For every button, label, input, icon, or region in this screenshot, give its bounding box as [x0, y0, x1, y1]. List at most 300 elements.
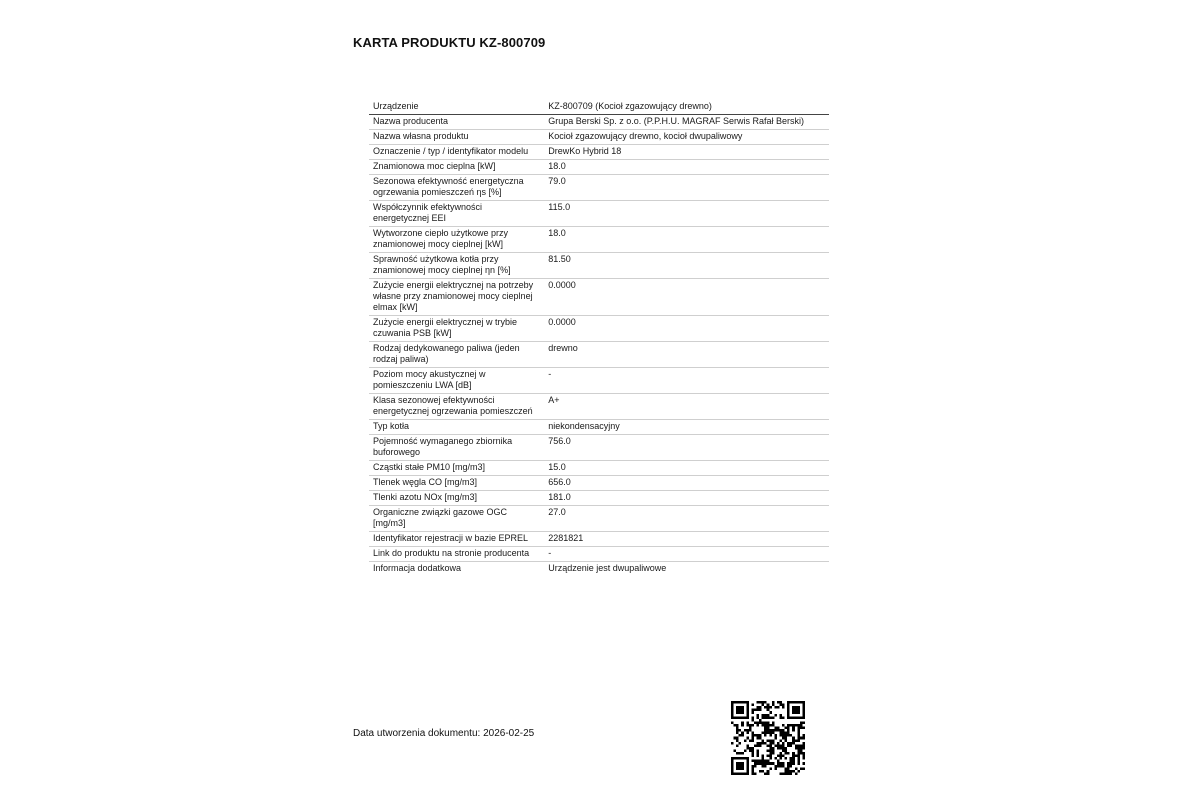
qr-module [802, 755, 805, 758]
qr-module [787, 732, 790, 735]
qr-module [769, 744, 772, 747]
qr-module [772, 716, 775, 719]
qr-module [736, 737, 739, 740]
qr-module [785, 752, 788, 755]
qr-module [767, 732, 770, 735]
qr-module [785, 772, 788, 775]
qr-module [769, 739, 772, 742]
qr-module [769, 732, 772, 735]
qr-module [751, 760, 754, 763]
qr-module [757, 762, 760, 765]
qr-module [795, 716, 798, 719]
qr-module [731, 742, 734, 745]
qr-module [734, 716, 737, 719]
qr-module [790, 772, 793, 775]
qr-module [744, 701, 747, 704]
qr-module [762, 724, 765, 727]
qr-module [772, 752, 775, 755]
qr-module [787, 704, 790, 707]
qr-module [731, 772, 734, 775]
qr-module [739, 729, 742, 732]
qr-module [785, 732, 788, 735]
qr-module [744, 716, 747, 719]
row-label: Typ kotła [369, 420, 544, 435]
qr-module [790, 734, 793, 737]
qr-module [782, 765, 785, 768]
qr-module [785, 727, 788, 730]
qr-module [734, 749, 737, 752]
qr-module [782, 772, 785, 775]
qr-module [779, 772, 782, 775]
qr-module [746, 772, 749, 775]
qr-module [802, 721, 805, 724]
row-label: Zużycie energii elektrycznej w trybie czuwania PSB [kW] [369, 316, 544, 342]
qr-module [779, 716, 782, 719]
qr-module [764, 721, 767, 724]
qr-module [790, 770, 793, 773]
qr-module [777, 747, 780, 750]
qr-module [800, 701, 803, 704]
row-value: 79.0 [544, 175, 829, 201]
qr-module [785, 767, 788, 770]
qr-module [757, 701, 760, 704]
qr-module [746, 714, 749, 717]
qr-module [797, 739, 800, 742]
qr-module [751, 711, 754, 714]
qr-module [741, 732, 744, 735]
qr-module [739, 734, 742, 737]
qr-module [800, 749, 803, 752]
qr-module [739, 772, 742, 775]
row-label: Klasa sezonowej efektywności energetycznej ogrzewania pomieszczeń [369, 394, 544, 420]
qr-module [749, 747, 752, 750]
qr-module [734, 737, 737, 740]
qr-module [797, 770, 800, 773]
qr-module [746, 704, 749, 707]
qr-module [767, 721, 770, 724]
qr-module [767, 760, 770, 763]
qr-module [782, 724, 785, 727]
qr-module [746, 711, 749, 714]
qr-module [767, 727, 770, 730]
qr-module [797, 727, 800, 730]
qr-module [759, 719, 762, 722]
qr-module [797, 724, 800, 727]
qr-module [787, 734, 790, 737]
qr-module [762, 732, 765, 735]
qr-module [795, 744, 798, 747]
qr-module [777, 701, 780, 704]
row-label: Identyfikator rejestracji w bazie EPREL [369, 532, 544, 547]
qr-module [739, 706, 742, 709]
qr-module [751, 734, 754, 737]
qr-module [739, 767, 742, 770]
row-label: Znamionowa moc cieplna [kW] [369, 160, 544, 175]
qr-module [731, 704, 734, 707]
row-label: Zużycie energii elektrycznej na potrzeby własne przy znamionowej mocy cieplnej elmax [kW] [369, 279, 544, 316]
qr-module [759, 744, 762, 747]
qr-module [774, 734, 777, 737]
qr-module [797, 752, 800, 755]
row-value: 81.50 [544, 253, 829, 279]
qr-module [736, 752, 739, 755]
qr-module [772, 724, 775, 727]
table-row [369, 562, 829, 577]
row-label: Sezonowa efektywność energetyczna ogrzewania pomieszczeń ηs [%] [369, 175, 544, 201]
qr-module [782, 716, 785, 719]
qr-module [739, 716, 742, 719]
qr-module [741, 709, 744, 712]
qr-module [739, 701, 742, 704]
qr-module [759, 742, 762, 745]
qr-module [782, 744, 785, 747]
row-label: Cząstki stałe PM10 [mg/m3] [369, 461, 544, 476]
row-value: 181.0 [544, 491, 829, 506]
qr-module [779, 762, 782, 765]
qr-module [741, 701, 744, 704]
qr-module [785, 749, 788, 752]
row-value: KZ-800709 (Kocioł zgazowujący drewno) [544, 100, 829, 115]
qr-module [746, 762, 749, 765]
qr-module [754, 744, 757, 747]
qr-module [741, 772, 744, 775]
qr-module [797, 732, 800, 735]
qr-module [731, 721, 734, 724]
qr-module [746, 716, 749, 719]
qr-module [757, 734, 760, 737]
qr-module [795, 724, 798, 727]
qr-module [764, 729, 767, 732]
row-value: Grupa Berski Sp. z o.o. (P.P.H.U. MAGRAF Serwis Rafał Berski) [544, 115, 829, 130]
qr-module [802, 747, 805, 750]
table-row [369, 368, 829, 394]
qr-module [759, 709, 762, 712]
qr-module [736, 716, 739, 719]
qr-module [762, 755, 765, 758]
qr-module [772, 732, 775, 735]
qr-module [795, 739, 798, 742]
qr-module [759, 706, 762, 709]
table-row [369, 145, 829, 160]
table-row [369, 506, 829, 532]
qr-module [795, 709, 798, 712]
qr-module [764, 701, 767, 704]
qr-module [777, 706, 780, 709]
qr-module [802, 711, 805, 714]
qr-module [731, 757, 734, 760]
qr-module [797, 716, 800, 719]
qr-module [779, 732, 782, 735]
qr-module [792, 760, 795, 763]
qr-module [757, 721, 760, 724]
qr-module [736, 727, 739, 730]
qr-module [731, 714, 734, 717]
qr-module [736, 709, 739, 712]
qr-module [802, 744, 805, 747]
qr-module [790, 716, 793, 719]
qr-module [787, 767, 790, 770]
qr-module [749, 724, 752, 727]
qr-module [774, 714, 777, 717]
qr-module [782, 747, 785, 750]
qr-module [739, 742, 742, 745]
qr-module [759, 760, 762, 763]
qr-module [769, 747, 772, 750]
qr-module [762, 716, 765, 719]
qr-module [779, 704, 782, 707]
qr-module [787, 770, 790, 773]
qr-module [746, 732, 749, 735]
row-label: Nazwa własna produktu [369, 130, 544, 145]
qr-module [787, 709, 790, 712]
qr-module [734, 701, 737, 704]
qr-module [787, 742, 790, 745]
table-row [369, 532, 829, 547]
row-value: 27.0 [544, 506, 829, 532]
qr-module [777, 762, 780, 765]
qr-module [757, 737, 760, 740]
qr-module [767, 744, 770, 747]
qr-module [739, 765, 742, 768]
qr-module [797, 749, 800, 752]
qr-module [762, 742, 765, 745]
qr-module [762, 721, 765, 724]
qr-module [736, 772, 739, 775]
qr-module [744, 749, 747, 752]
qr-module [764, 732, 767, 735]
row-value: Kocioł zgazowujący drewno, kocioł dwupaliwowy [544, 130, 829, 145]
qr-module [751, 716, 754, 719]
row-label: Organiczne związki gazowe OGC [mg/m3] [369, 506, 544, 532]
qr-module [746, 709, 749, 712]
qr-module [787, 729, 790, 732]
qr-module [744, 772, 747, 775]
qr-module [736, 762, 739, 765]
qr-module [802, 734, 805, 737]
qr-module [767, 704, 770, 707]
qr-module [774, 757, 777, 760]
qr-module [769, 711, 772, 714]
qr-module [746, 767, 749, 770]
qr-module [802, 706, 805, 709]
qr-module [767, 729, 770, 732]
qr-module [792, 770, 795, 773]
qr-module [777, 755, 780, 758]
qr-module [736, 732, 739, 735]
qr-module [802, 714, 805, 717]
qr-module [762, 762, 765, 765]
qr-module [779, 714, 782, 717]
qr-module [736, 744, 739, 747]
qr-module [792, 729, 795, 732]
table-row [369, 547, 829, 562]
qr-module [802, 709, 805, 712]
qr-module [759, 737, 762, 740]
qr-module [769, 755, 772, 758]
qr-module [762, 704, 765, 707]
row-value: Urządzenie jest dwupaliwowe [548, 563, 667, 573]
qr-module [746, 770, 749, 773]
qr-module [802, 701, 805, 704]
qr-module [749, 727, 752, 730]
qr-module [800, 744, 803, 747]
row-label: Sprawność użytkowa kotła przy znamionowej mocy cieplnej ηn [%] [369, 253, 544, 279]
qr-module [795, 711, 798, 714]
qr-module [792, 701, 795, 704]
qr-module [764, 772, 767, 775]
qr-module [787, 711, 790, 714]
qr-module [751, 732, 754, 735]
row-value: 0.0000 [544, 279, 829, 316]
qr-module [757, 714, 760, 717]
qr-module [802, 757, 805, 760]
qr-module [751, 755, 754, 758]
qr-module [774, 729, 777, 732]
qr-module [782, 729, 785, 732]
qr-module [800, 767, 803, 770]
qr-code-icon [731, 701, 805, 775]
qr-module [746, 721, 749, 724]
qr-module [774, 737, 777, 740]
qr-module [769, 729, 772, 732]
qr-module [751, 749, 754, 752]
qr-module [739, 709, 742, 712]
qr-module [797, 706, 800, 709]
qr-module [800, 724, 803, 727]
qr-module [754, 734, 757, 737]
qr-module [751, 739, 754, 742]
qr-module [782, 755, 785, 758]
table-row [369, 201, 829, 227]
row-value: 756.0 [544, 435, 829, 461]
qr-module [774, 727, 777, 730]
qr-module [792, 709, 795, 712]
row-label: Poziom mocy akustycznej w pomieszczeniu LWA [dB] [369, 368, 544, 394]
qr-module [736, 701, 739, 704]
qr-module [787, 706, 790, 709]
qr-module [772, 704, 775, 707]
qr-module [739, 762, 742, 765]
qr-module [787, 752, 790, 755]
qr-module [739, 757, 742, 760]
qr-module [779, 755, 782, 758]
qr-module [762, 760, 765, 763]
qr-module [772, 742, 775, 745]
qr-module [731, 767, 734, 770]
qr-module [787, 762, 790, 765]
table-row [369, 115, 829, 130]
row-value: 0.0000 [544, 316, 829, 342]
qr-module [792, 724, 795, 727]
qr-module [751, 737, 754, 740]
qr-module [746, 724, 749, 727]
qr-module [782, 762, 785, 765]
qr-module [746, 701, 749, 704]
row-label: Urządzenie [369, 100, 544, 115]
qr-module [739, 711, 742, 714]
qr-module [797, 762, 800, 765]
qr-module [800, 721, 803, 724]
qr-module [772, 747, 775, 750]
qr-module [785, 737, 788, 740]
qr-module [790, 760, 793, 763]
row-value: 18.0 [544, 227, 829, 253]
qr-module [762, 714, 765, 717]
qr-module [757, 752, 760, 755]
qr-module [741, 706, 744, 709]
product-spec-table [369, 100, 829, 576]
qr-module [782, 737, 785, 740]
qr-module [777, 729, 780, 732]
qr-module [746, 747, 749, 750]
row-value: drewno [544, 342, 829, 368]
qr-module [802, 752, 805, 755]
row-label: Tlenki azotu NOx [mg/m3] [369, 491, 544, 506]
qr-module [741, 721, 744, 724]
qr-module [787, 744, 790, 747]
qr-module [790, 742, 793, 745]
qr-module [731, 709, 734, 712]
qr-module [757, 760, 760, 763]
qr-module [782, 749, 785, 752]
qr-module [731, 765, 734, 768]
qr-module [787, 727, 790, 730]
table-row [369, 160, 829, 175]
qr-module [764, 716, 767, 719]
table-row [369, 420, 829, 435]
qr-module [795, 701, 798, 704]
qr-module [736, 711, 739, 714]
qr-module [779, 701, 782, 704]
qr-module [731, 716, 734, 719]
qr-module [769, 706, 772, 709]
table-row [369, 394, 829, 420]
qr-module [779, 747, 782, 750]
qr-module [795, 755, 798, 758]
qr-module [774, 706, 777, 709]
qr-module [782, 732, 785, 735]
qr-module [749, 749, 752, 752]
qr-module [757, 744, 760, 747]
qr-module [736, 767, 739, 770]
qr-module [749, 739, 752, 742]
qr-module [731, 770, 734, 773]
qr-module [769, 734, 772, 737]
qr-module [731, 706, 734, 709]
qr-module [797, 709, 800, 712]
table-row [369, 435, 829, 461]
qr-module [802, 737, 805, 740]
row-label: Rodzaj dedykowanego paliwa (jeden rodzaj paliwa) [369, 342, 544, 368]
qr-module [802, 716, 805, 719]
qr-module [762, 701, 765, 704]
row-value: - [544, 368, 829, 394]
qr-module [800, 752, 803, 755]
qr-module [757, 706, 760, 709]
qr-module [741, 724, 744, 727]
qr-module [754, 772, 757, 775]
qr-module [764, 742, 767, 745]
qr-module [764, 734, 767, 737]
qr-module [767, 706, 770, 709]
qr-module [746, 729, 749, 732]
qr-module [731, 701, 734, 704]
qr-module [741, 752, 744, 755]
qr-module [767, 749, 770, 752]
qr-module [797, 729, 800, 732]
row-label: Nazwa producenta [369, 115, 544, 130]
qr-module [751, 704, 754, 707]
